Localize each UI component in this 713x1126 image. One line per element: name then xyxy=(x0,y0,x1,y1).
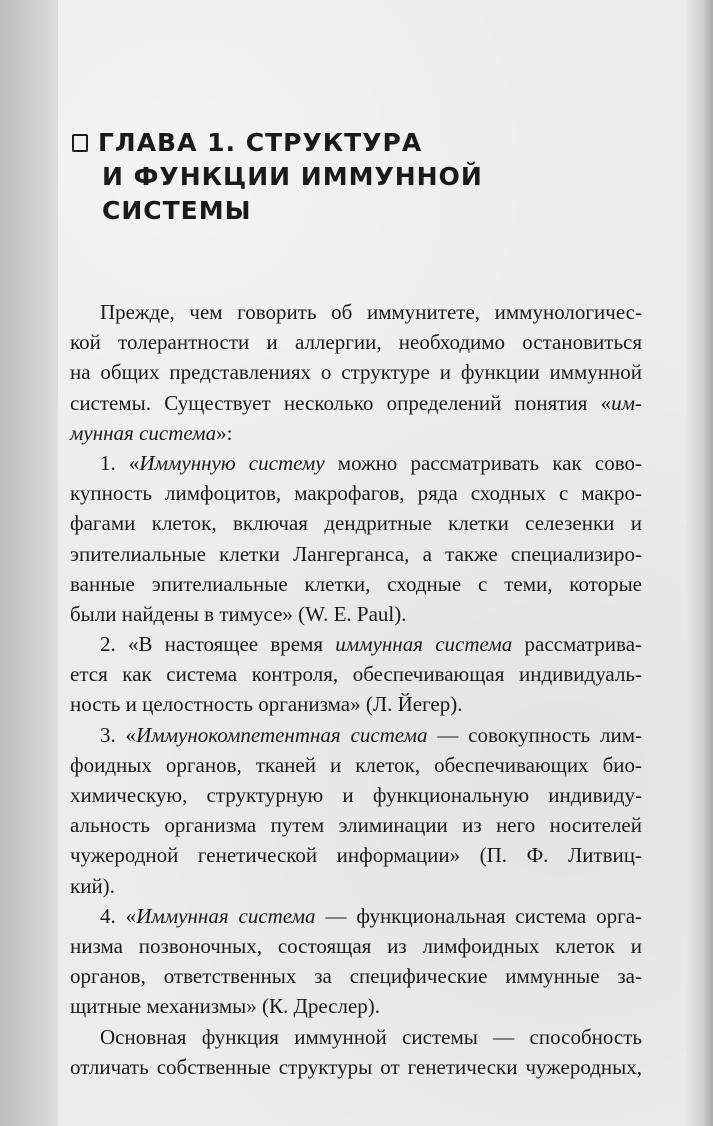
text-line xyxy=(70,1022,642,1052)
paragraph xyxy=(70,448,642,629)
text-line xyxy=(70,327,642,357)
italic-term: иммунная система xyxy=(335,632,513,657)
paragraph xyxy=(70,720,642,901)
text-line xyxy=(70,871,642,901)
text-line xyxy=(70,297,642,327)
text-run: кой толерантности и аллергии, необходимо остановиться xyxy=(70,330,642,355)
text-run: низма позвоночных, состоящая из лимфоидных клеток и xyxy=(70,933,642,958)
text-line xyxy=(70,448,642,478)
paragraph xyxy=(70,297,642,448)
chapter-heading-line: ГЛАВА 1. СТРУКТУРА xyxy=(72,126,632,160)
text-run: эпителиальные клетки Лангерганса, а также специализиро- xyxy=(70,541,642,566)
chapter-heading-line: И ФУНКЦИИ ИММУННОЙ xyxy=(102,162,483,191)
text-line xyxy=(70,810,642,840)
text-line xyxy=(70,629,642,659)
text-run: кий). xyxy=(70,873,115,898)
italic-term: мунная система xyxy=(70,420,217,445)
text-line xyxy=(70,659,642,689)
paragraph xyxy=(70,629,642,720)
text-run: Основная функция иммунной системы — способность xyxy=(100,1024,642,1049)
body-text xyxy=(70,297,642,1082)
text-run: 2. «В настоящее время xyxy=(100,632,336,657)
text-line xyxy=(70,388,642,418)
text-line xyxy=(70,508,642,538)
text-run: альность организма путем элиминации из него носителей xyxy=(70,813,642,838)
text-line xyxy=(70,569,642,599)
italic-term: Иммунокомпетентная система xyxy=(136,722,428,747)
text-run: системы. Существует несколько определений понятия « xyxy=(70,390,612,415)
text-run: были найдены в тимусе» (W. E. Paul). xyxy=(70,601,407,626)
italic-term: Иммунную систему xyxy=(139,450,325,475)
text-line xyxy=(70,931,642,961)
text-run: ность и целостность организма» (Л. Йегер). xyxy=(70,692,463,717)
text-line xyxy=(70,780,642,810)
text-line xyxy=(70,991,642,1021)
text-run: »: xyxy=(216,420,233,445)
text-run: чужеродной генетической информации» (П. Ф. Литвиц- xyxy=(70,843,642,868)
text-run: 4. « xyxy=(100,903,137,928)
text-line xyxy=(70,1052,642,1082)
text-line xyxy=(70,840,642,870)
text-line xyxy=(70,961,642,991)
scan-right-edge xyxy=(687,0,713,1126)
text-line xyxy=(70,418,642,448)
text-line xyxy=(70,599,642,629)
text-line xyxy=(70,750,642,780)
text-line xyxy=(70,689,642,719)
text-line xyxy=(70,539,642,569)
square-bullet-icon xyxy=(72,134,88,152)
scan-left-edge xyxy=(0,0,64,1126)
text-run: — совокупность лим- xyxy=(427,722,643,747)
text-run: отличать собственные структуры от генетически чужеродных, xyxy=(70,1054,642,1079)
text-run: ванные эпителиальные клетки, сходные с теми, которые xyxy=(70,571,642,596)
text-run: фоидных органов, тканей и клеток, обеспечивающих био- xyxy=(70,752,642,777)
text-line xyxy=(70,901,642,931)
text-run: купность лимфоцитов, макрофагов, ряда сходных с макро- xyxy=(70,481,642,506)
text-line xyxy=(70,478,642,508)
text-run: органов, ответственных за специфические иммунные за- xyxy=(70,964,642,989)
chapter-heading-line: СИСТЕМЫ xyxy=(102,196,252,225)
text-line xyxy=(70,357,642,387)
text-line xyxy=(70,720,642,750)
chapter-heading xyxy=(72,126,632,228)
text-run: 1. « xyxy=(100,450,140,475)
paragraph xyxy=(70,901,642,1022)
text-run: фагами клеток, включая дендритные клетки селезенки и xyxy=(70,511,642,536)
text-run: 3. « xyxy=(100,722,137,747)
text-run: можно рассматривать как сово- xyxy=(324,450,642,475)
text-run: рассматрива- xyxy=(512,632,643,657)
text-run: на общих представлениях о структуре и функции иммунной xyxy=(70,360,642,385)
text-run: химическую, структурную и функциональную индивиду- xyxy=(70,783,642,807)
italic-term: им- xyxy=(611,390,642,415)
paragraph xyxy=(70,1022,642,1082)
text-run: щитные механизмы» (К. Дреслер). xyxy=(70,994,381,1019)
text-run: ется как система контроля, обеспечивающая индивидуаль- xyxy=(70,662,642,687)
text-run: — функциональная система орга- xyxy=(315,903,643,928)
text-run: Прежде, чем говорить об иммунитете, иммунологичес- xyxy=(100,300,642,324)
italic-term: Иммунная система xyxy=(136,903,316,928)
